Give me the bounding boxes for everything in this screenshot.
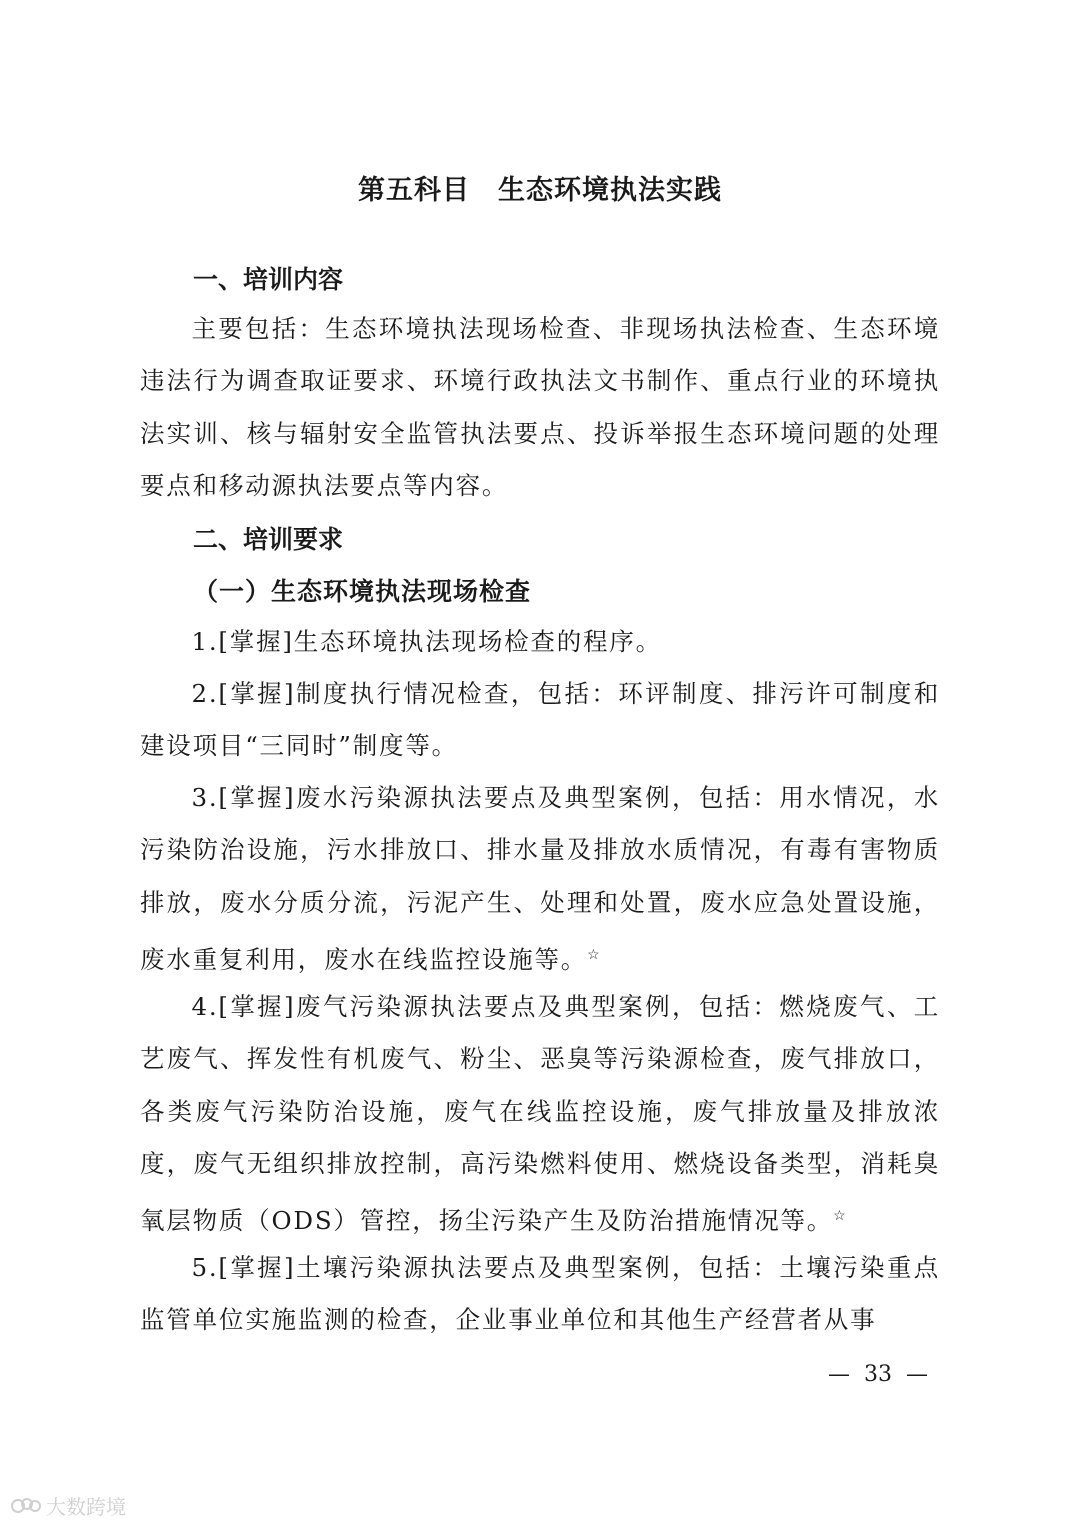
page-number: — 33 — — [828, 1362, 928, 1387]
star-icon: ☆ — [587, 946, 600, 963]
page-title: 第五科目 生态环境执法实践 — [358, 175, 722, 206]
watermark-text: 大数跨境 — [46, 1495, 126, 1519]
list-item-2: 2.[掌握]制度执行情况检查，包括：环评制度、排污许可制度和建设项目“三同时”制度等。 — [140, 679, 940, 761]
list-item-5: 5.[掌握]土壤污染源执法要点及典型案例，包括：土壤污染重点监管单位实施监测的检查，企业事业单位和其他生产经营者从事 — [140, 1253, 940, 1335]
section-heading-content: 一、培训内容 — [193, 265, 344, 294]
section-heading-requirements: 二、培训要求 — [193, 525, 344, 554]
list-item-4: 4.[掌握]废气污染源执法要点及典型案例，包括：燃烧废气、工艺废气、挥发性有机废气、粉尘、恶臭等污染源检查，废气排放口，各类废气污染防治设施，废气在线监控设施，废气排放量及排放浓度，废气无组织排放控制，高污染燃料使用、燃烧设备类型，消耗臭氧层物质（ODS）管控，扬尘污染产生及防治措施情况等。☆ — [140, 992, 940, 1236]
star-icon: ☆ — [833, 1208, 846, 1225]
watermark-logo-icon — [10, 1495, 42, 1517]
list-item-3: 3.[掌握]废水污染源执法要点及典型案例，包括：用水情况，水污染防治设施，污水排放口、排水量及排放水质情况，有毒有害物质排放，废水分质分流，污泥产生、处理和处置，废水应急处置设施，废水重复利用，废水在线监控设施等。☆ — [140, 783, 940, 975]
list-item-1: 1.[掌握]生态环境执法现场检查的程序。 — [191, 627, 662, 656]
subsection-heading: （一）生态环境执法现场检查 — [193, 577, 532, 606]
paragraph-content: 主要包括：生态环境执法现场检查、非现场执法检查、生态环境违法行为调查取证要求、环境行政执法文书制作、重点行业的环境执法实训、核与辐射安全监管执法要点、投诉举报生态环境问题的处理要点和移动源执法要点等内容。 — [140, 314, 940, 500]
watermark — [10, 1491, 126, 1520]
